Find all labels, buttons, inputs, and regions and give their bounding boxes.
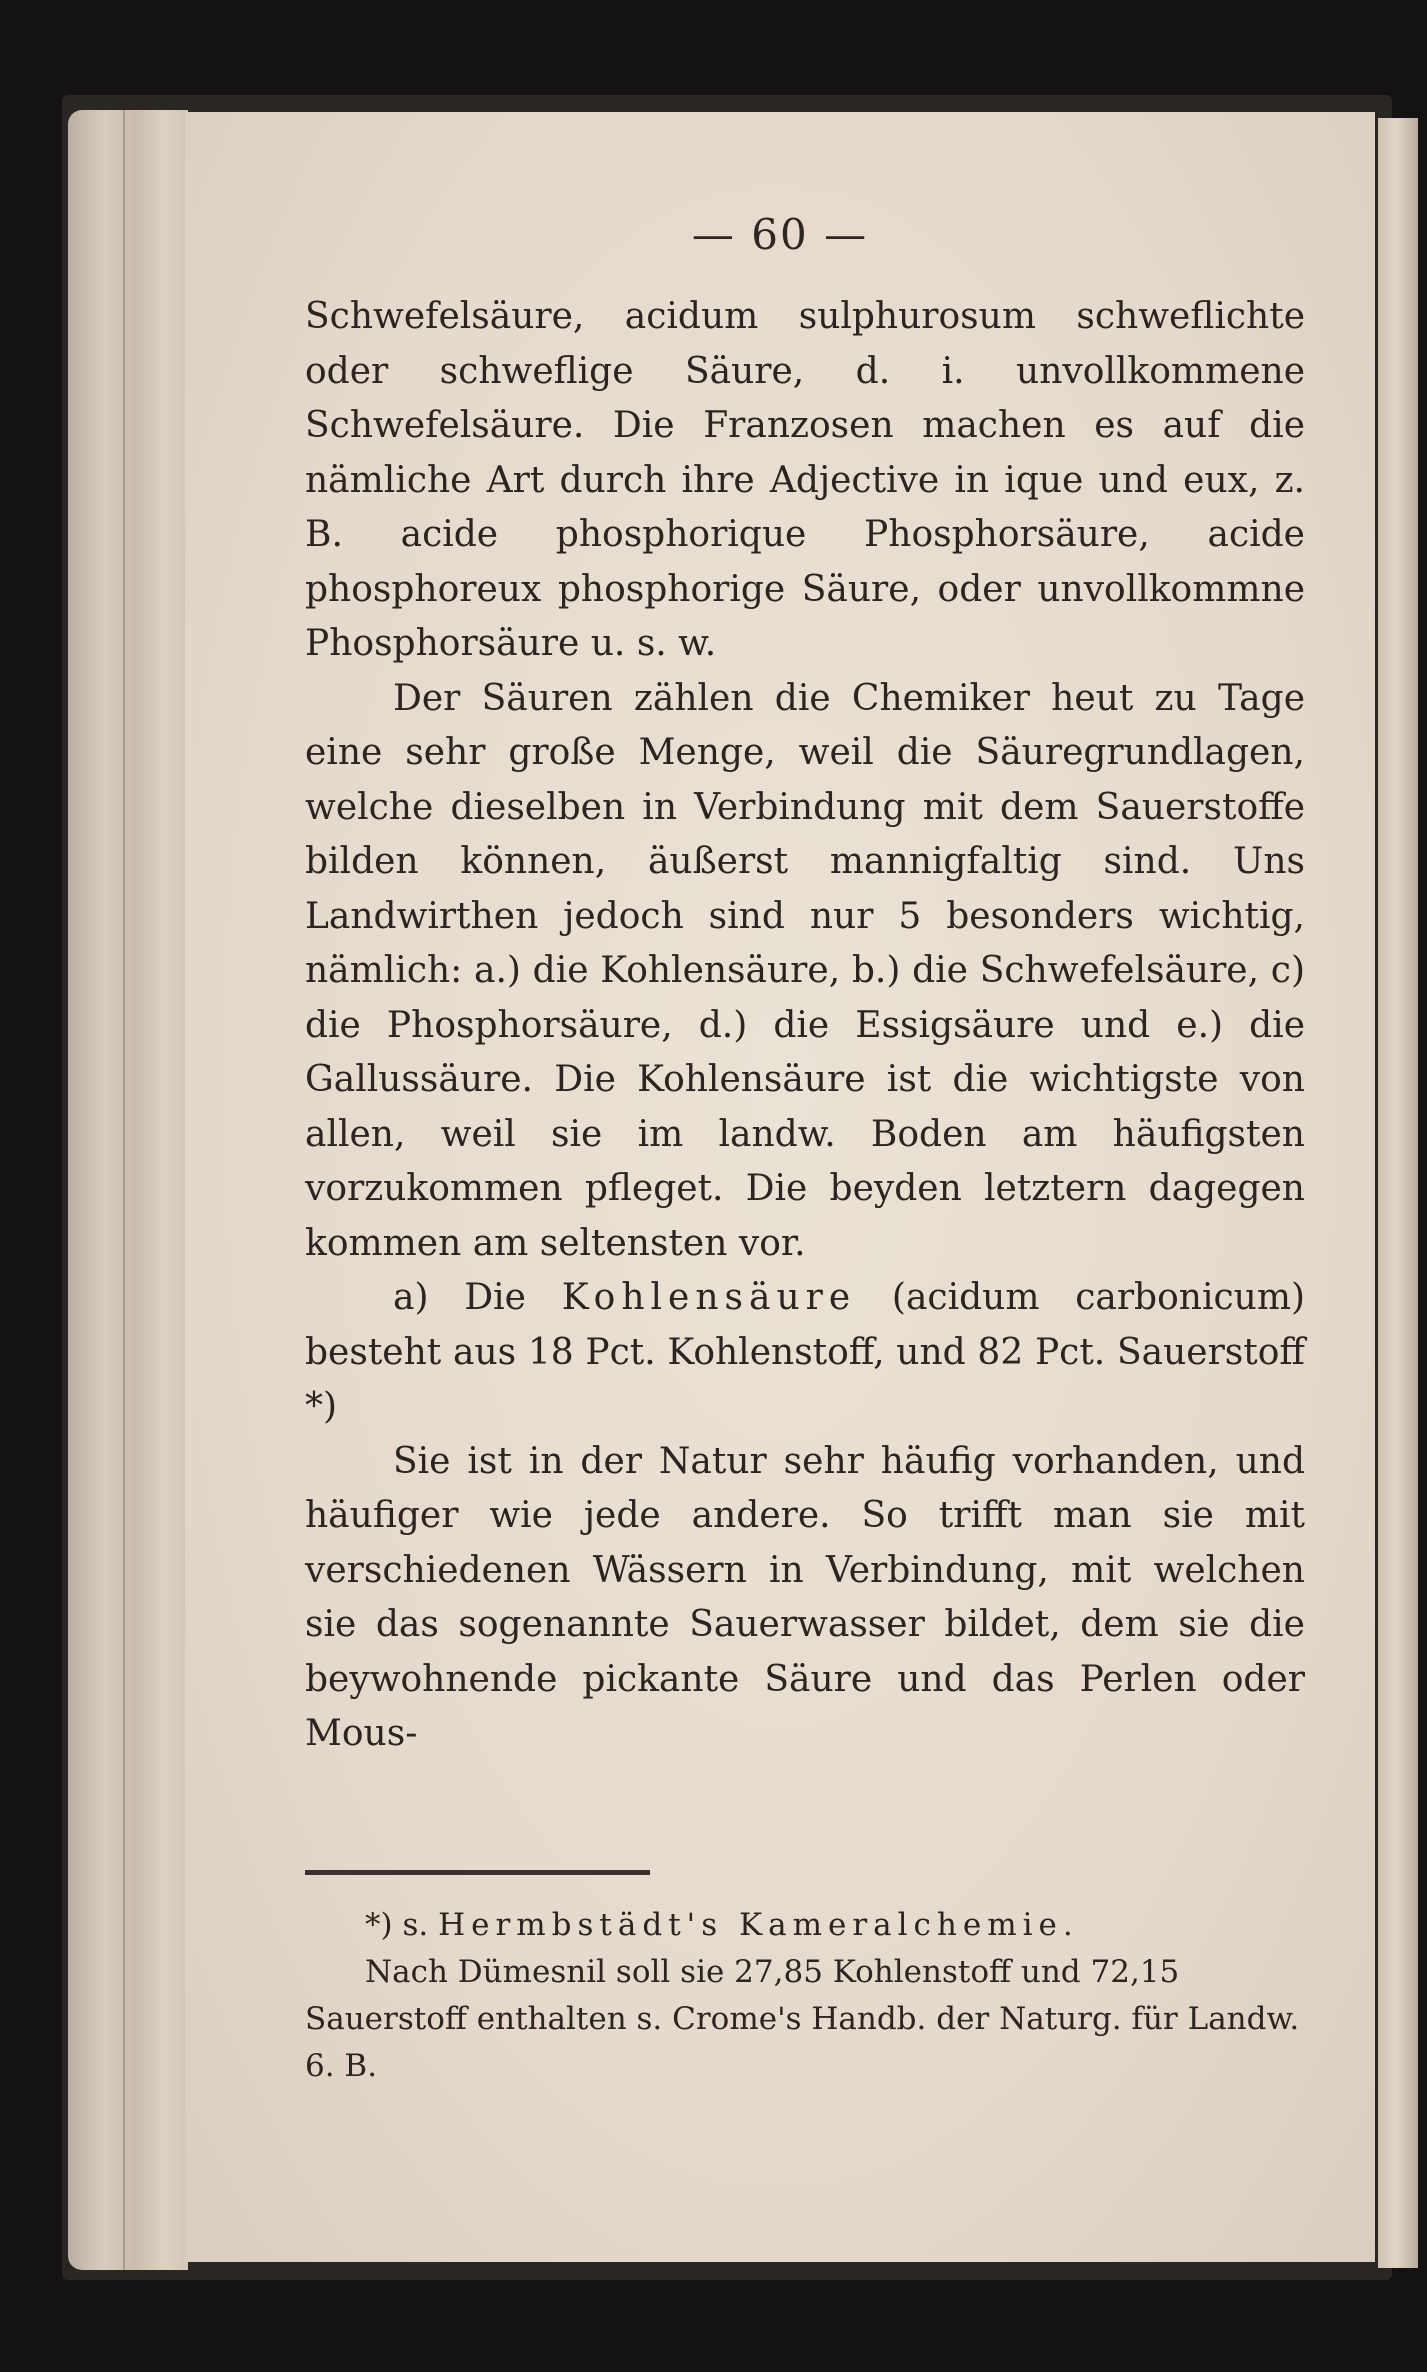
- book-page: [185, 112, 1375, 2262]
- page-number: — 60 —: [691, 210, 869, 259]
- paragraph-1: Schwefelsäure, acidum sulphurosum schweflichte oder schweflige Säure, d. i. unvollkommene Schwefelsäure. Die Franzosen machen es auf die nämliche Art durch ihre Adjective in ique und eux, z. B. acide phosphorique Phosphorsäure, acide phosphoreux phosphorige Säure, oder unvollkommne Phosphorsäure u. s. w.: [305, 296, 1305, 664]
- footnote-rule: [305, 1870, 650, 1875]
- footnote-line-2: Nach Dümesnil soll sie 27,85 Kohlenstoff und 72,15 Sauerstoff enthalten s. Crome's Handb. der Naturg. für Landw. 6. B.: [305, 1954, 1300, 2084]
- kohlensaeure-spaced: Kohlensäure: [561, 1277, 857, 1318]
- footnote-mark: *) s.: [365, 1907, 439, 1943]
- footnote-line-1: [305, 1902, 1305, 1949]
- body-text: [305, 290, 1305, 1762]
- paragraph-3-rest: (acidum carbonicum) besteht aus 18 Pct. Kohlenstoff, und 82 Pct. Sauerstoff *): [305, 1277, 1306, 1427]
- paragraph-3: [305, 1271, 1305, 1435]
- paragraph-2: Der Säuren zählen die Chemiker heut zu Tage eine sehr große Menge, weil die Säuregrundlagen, welche dieselben in Verbindung mit dem Sauerstoffe bilden können, äußerst mannigfaltig sind. Uns Landwirthen jedoch sind nur 5 besonders wichtig, nämlich: a.) die Kohlensäure, b.) die Schwefelsäure, c) die Phosphorsäure, d.) die Essigsäure und e.) die Gallussäure. Die Kohlensäure ist die wichtigste von allen, weil sie im landw. Boden am häufigsten vorzukommen pfleget. Die beyden letztern dagegen kommen am seltensten vor.: [305, 677, 1305, 1264]
- page-edges: [68, 110, 188, 2270]
- footnote: [305, 1902, 1305, 2090]
- footnote-reference: Hermbstädt's Kameralchemie.: [438, 1907, 1079, 1943]
- paragraph-4: Sie ist in der Natur sehr häufig vorhanden, und häufiger wie jede andere. So trifft man sie mit verschiedenen Wässern in Verbindung, mit welchen sie das sogenannte Sauerwasser bildet, dem sie die beywohnende pickante Säure und das Perlen oder Mous-: [305, 1440, 1305, 1754]
- next-page-edge: [1378, 118, 1418, 2268]
- paragraph-3-prefix: a) Die: [393, 1277, 562, 1318]
